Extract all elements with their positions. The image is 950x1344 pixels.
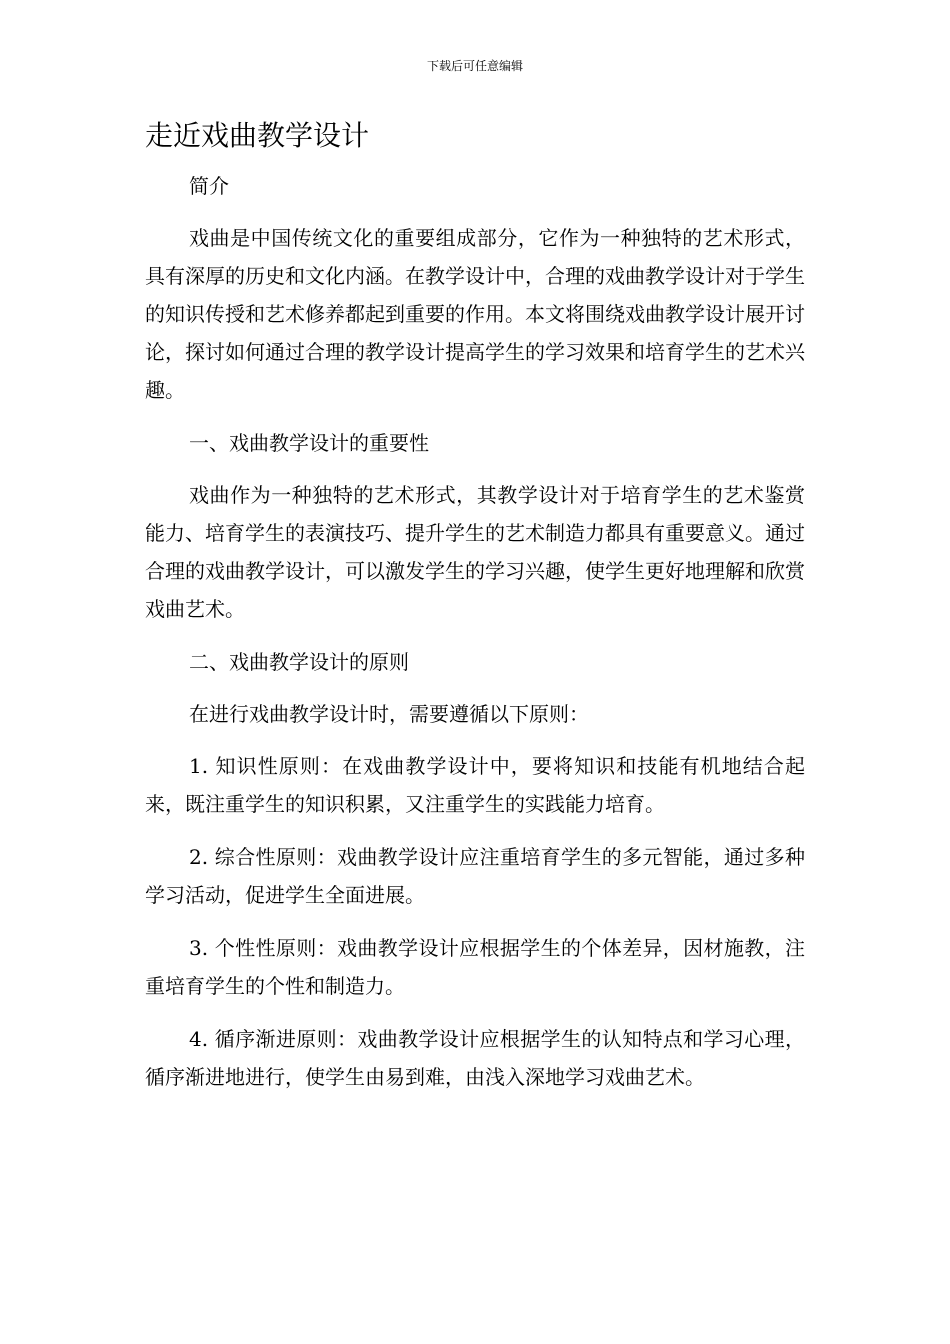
section-heading-importance: 一、戏曲教学设计的重要性 (189, 431, 429, 455)
document-title: 走近戏曲教学设计 (145, 119, 370, 152)
list-item-principle-2: 2. 综合性原则：戏曲教学设计应注重培育学生的多元智能，通过多种学习活动，促进学生全面进展。 (145, 845, 805, 907)
paragraph-intro: 戏曲是中国传统文化的重要组成部分，它作为一种独特的艺术形式，具有深厚的历史和文化内涵。在教学设计中，合理的戏曲教学设计对于学生的知识传授和艺术修养都起到重要的作用。本文将围绕戏曲教学设计展开讨论，探讨如何通过合理的教学设计提高学生的学习效果和培育学生的艺术兴趣。 (145, 226, 805, 402)
header-note: 下载后可任意编辑 (426, 59, 523, 73)
section-heading-intro: 简介 (189, 174, 229, 198)
section-heading-principles: 二、戏曲教学设计的原则 (189, 650, 409, 674)
list-item-principle-1: 1. 知识性原则：在戏曲教学设计中，要将知识和技能有机地结合起来，既注重学生的知识积累，又注重学生的实践能力培育。 (145, 754, 805, 816)
paragraph-importance: 戏曲作为一种独特的艺术形式，其教学设计对于培育学生的艺术鉴赏能力、培育学生的表演技巧、提升学生的艺术制造力都具有重要意义。通过合理的戏曲教学设计，可以激发学生的学习兴趣，使学生更好地理解和欣赏戏曲艺术。 (145, 483, 805, 621)
document-body (145, 167, 805, 1111)
list-item-principle-3: 3. 个性性原则：戏曲教学设计应根据学生的个体差异，因材施教，注重培育学生的个性和制造力。 (145, 936, 805, 998)
list-item-principle-4: 4. 循序渐进原则：戏曲教学设计应根据学生的认知特点和学习心理，循序渐进地进行，使学生由易到难，由浅入深地学习戏曲艺术。 (145, 1027, 805, 1089)
paragraph-principles-lead: 在进行戏曲教学设计时，需要遵循以下原则： (189, 702, 589, 726)
